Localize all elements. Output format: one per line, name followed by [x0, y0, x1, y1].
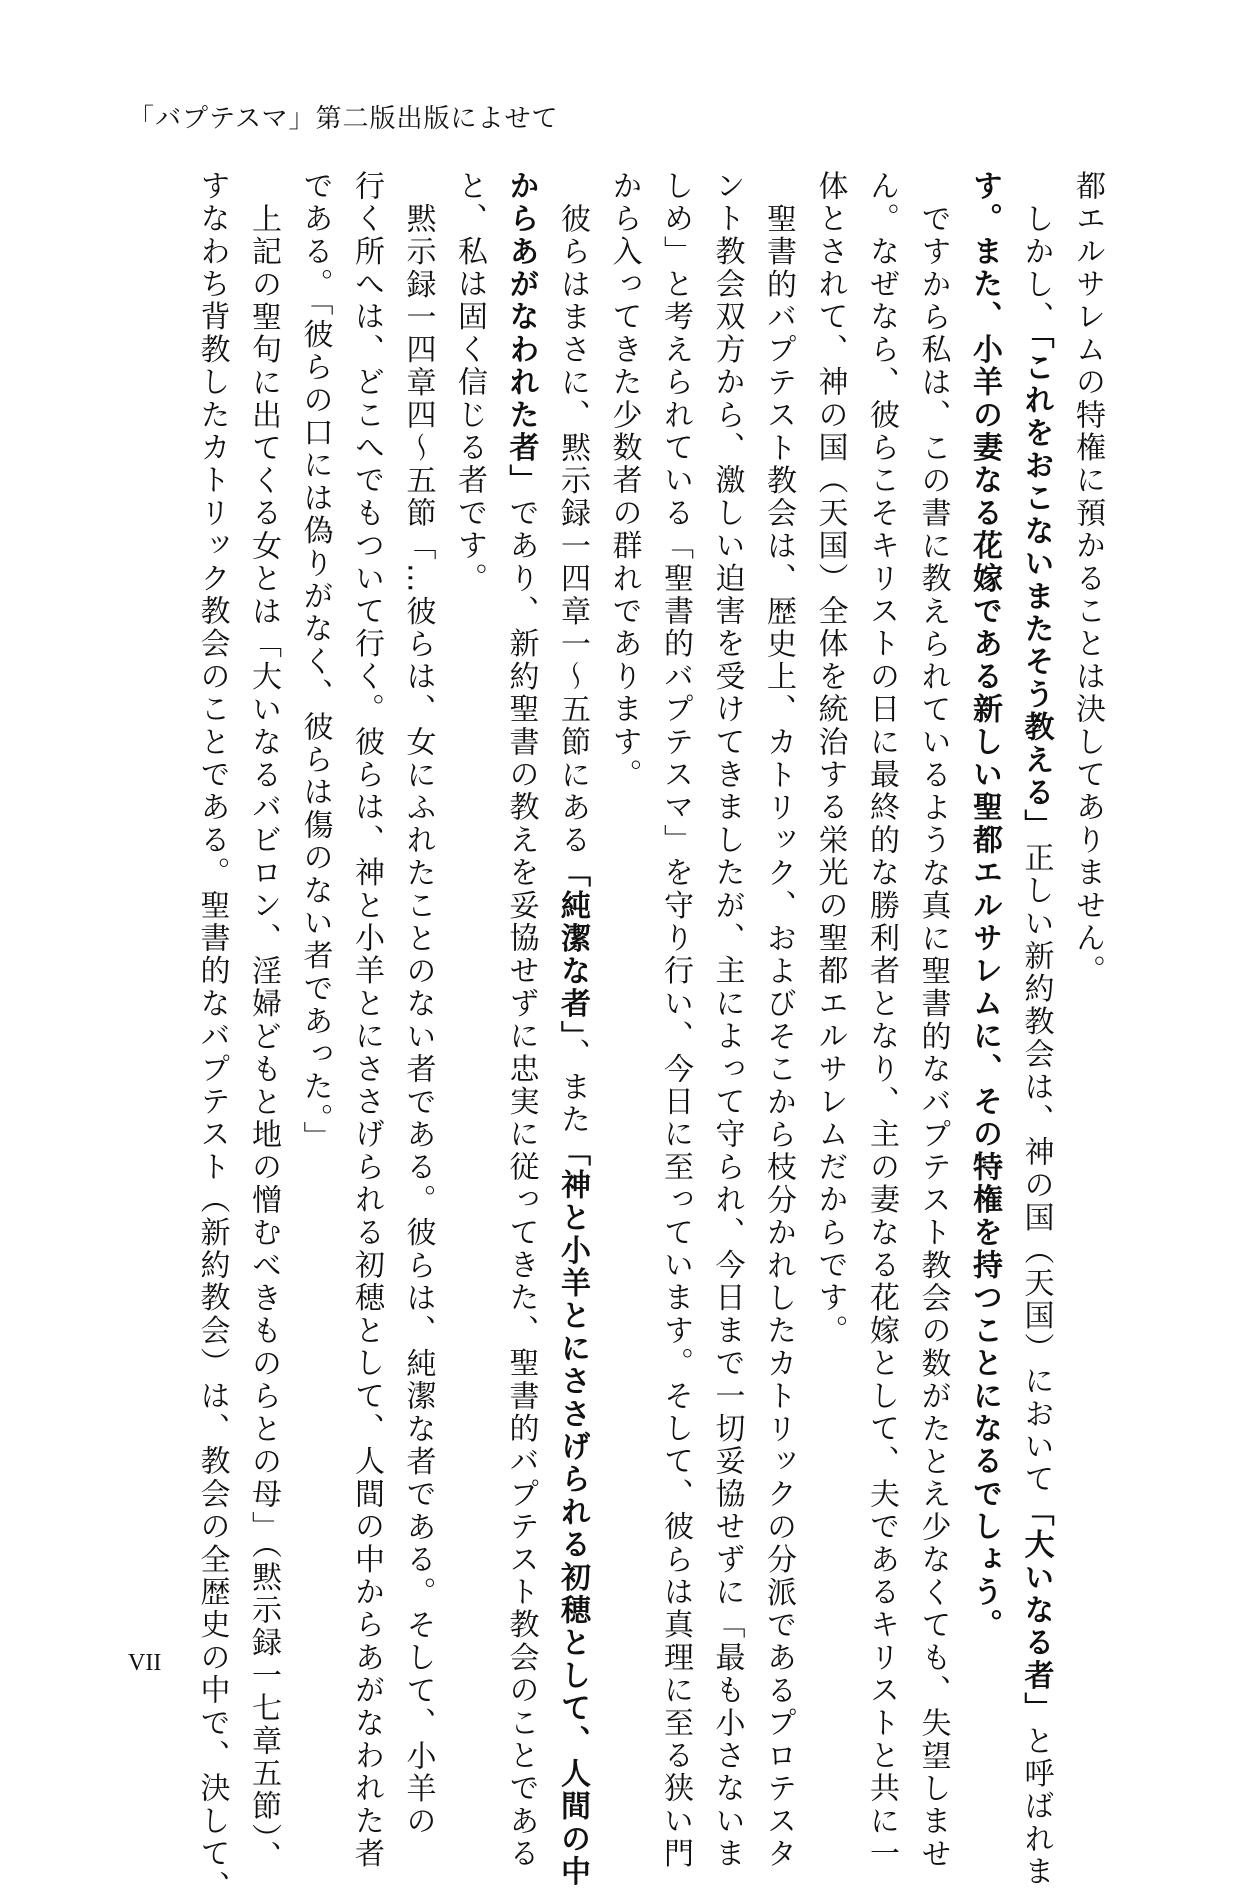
text-line: [444, 170, 496, 1625]
text-segment: ですから私は、この書に教えられているような真に聖書的なバプテスト教会の数がたとえ少なくても、失望しませ: [915, 203, 951, 1871]
text-segment: 、また: [555, 1038, 590, 1137]
text-segment: 体とされて、神の国（天国）全体を統治する栄光の聖都エルサレムだからです。: [812, 170, 848, 1348]
emphasized-text: 「純潔な者」: [555, 857, 590, 1039]
text-line: [598, 170, 650, 1625]
text-line: [856, 170, 908, 1871]
emphasized-text: す。また、小羊の妻なる花嫁である新しい聖都エルサレムに、その特権を持つことになるでしょう。: [967, 170, 1002, 1642]
text-line: [804, 170, 856, 1625]
text-segment: 聖書的バプテスト教会は、歴史上、カトリック、およびそこから枝分かれしたカトリックの分派であるプロテスタ: [761, 203, 796, 1871]
text-line: [1062, 170, 1114, 1625]
text-segment: しかし、: [1018, 203, 1054, 334]
text-line: [289, 170, 341, 1625]
text-segment: ント教会双方から、激しい迫害を受けてきましたが、主によって守られ、今日まで一切妥協せずに「最も小さないま: [709, 170, 745, 1871]
text-segment: である。「彼らの口には偽りがなく、彼らは傷のない者であった。」: [297, 170, 333, 1154]
text-line: [753, 170, 805, 1871]
text-line: [547, 170, 599, 1889]
page-number: VII: [128, 1650, 162, 1676]
text-segment: 正しい新約教会は、神の国（天国）において: [1018, 842, 1054, 1497]
text-line: [1010, 170, 1062, 1889]
emphasized-text: 「神と小羊とにささげられる初穂として、人間の中: [555, 1136, 590, 1889]
text-segment: 都エルサレムの特権に預かることは決してありません。: [1070, 170, 1105, 988]
text-line: [495, 170, 547, 1871]
text-segment: 彼らはまさに、黙示録一四章一～五節にある: [555, 203, 590, 857]
text-segment: 上記の聖句に出てくる女とは「大いなるバビロン、淫婦どもと地の憎むべきものらとの母」（黙示録一七章五節）、: [246, 203, 281, 1874]
text-line: [341, 170, 393, 1871]
text-line: [907, 170, 959, 1871]
text-segment: すなわち背教したカトリック教会のことである。聖書的なバプテスト（新約教会）は、教会の全歴史の中で、決して、: [194, 170, 230, 1903]
text-line: [238, 170, 290, 1874]
text-segment: と呼ばれま: [1018, 1724, 1054, 1889]
text-line: [959, 170, 1011, 1642]
text-segment: ん。なぜなら、彼らこそキリストの日に最終的な勝利者となり、主の妻なる花嫁として、夫であるキリストと共に一: [864, 170, 899, 1871]
text-line: [186, 170, 238, 1903]
running-header-title: 「バプテスマ」第二版出版によせて: [128, 104, 559, 134]
text-segment: であり、新約聖書の教えを妥協せずに忠実に従ってきた、聖書的バプテスト教会のことである: [503, 497, 539, 1871]
text-segment: しめ」と考えられている「聖書的バプテスマ」を守り行い、今日に至っています。そして、彼らは真理に至る狭い門: [658, 170, 693, 1871]
emphasized-text: 「これをおこないまたそう教える」: [1018, 333, 1054, 843]
text-segment: 黙示録一四章四～五節「…彼らは、女にふれたことのない者である。彼らは、純潔な者である。そして、小羊の: [400, 203, 436, 1838]
text-line: [701, 170, 753, 1871]
text-segment: 行く所へは、どこへでもついて行く。彼らは、神と小羊とにささげられる初穂として、人間の中からあがなわれた者: [349, 170, 384, 1871]
emphasized-text: からあがなわれた者」: [503, 170, 539, 497]
text-line: [392, 170, 444, 1838]
text-segment: と、私は固く信じる者です。: [452, 170, 487, 596]
text-segment: から入ってきた少数者の群れであります。: [606, 170, 642, 792]
text-line: [650, 170, 702, 1871]
emphasized-text: 「大いなる者」: [1018, 1496, 1054, 1725]
